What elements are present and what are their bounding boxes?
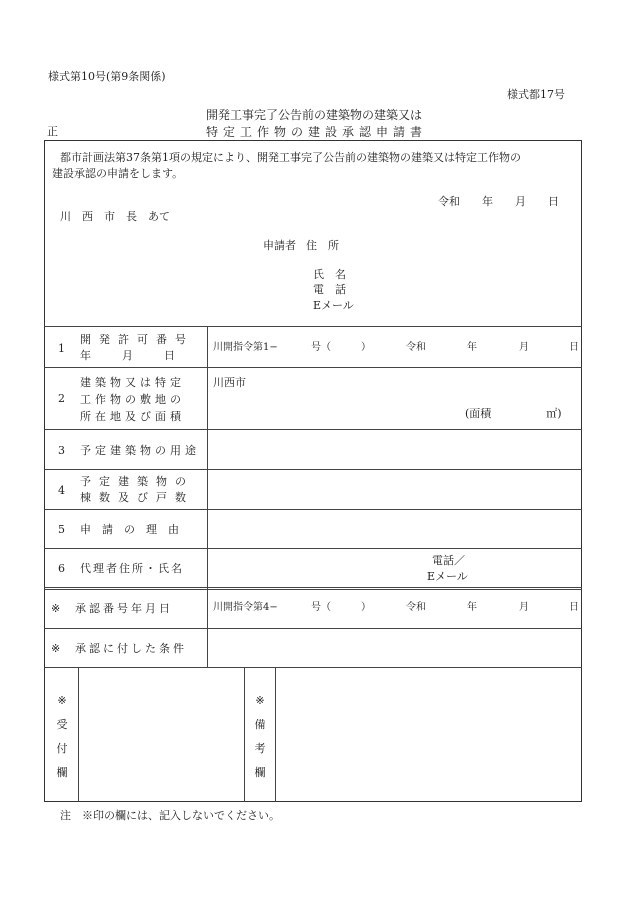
row-number: 6 bbox=[58, 562, 65, 575]
row-label: 棟数及び戸数 bbox=[80, 491, 194, 504]
permit-number: 号（ ） bbox=[311, 342, 371, 353]
phone-label: 電 話 bbox=[313, 283, 346, 296]
year-label: 年 bbox=[467, 342, 477, 353]
reception-column bbox=[55, 689, 69, 785]
month-label: 月 bbox=[519, 342, 529, 353]
row-label: 年 月 日 bbox=[80, 349, 178, 362]
remarks-column bbox=[253, 689, 267, 785]
official-use-mark: ※ bbox=[51, 642, 61, 655]
form-number: 様式第10号(第9条関係) bbox=[48, 70, 166, 83]
application-date: 令和 年 月 日 bbox=[438, 195, 559, 208]
row-label-line: 建築物又は特定 bbox=[80, 376, 185, 389]
agent-email-label: Eメール bbox=[427, 570, 468, 583]
site-area: (面積 ㎡) bbox=[465, 407, 562, 420]
row-divider bbox=[44, 367, 582, 368]
remarks-char: 欄 bbox=[254, 766, 266, 779]
row-label-line: 所在地及び面積 bbox=[80, 410, 185, 424]
site-city: 川西市 bbox=[213, 376, 246, 389]
row-divider bbox=[44, 469, 582, 470]
row-divider bbox=[44, 509, 582, 510]
row-label-line: 工作物の敷地の bbox=[80, 393, 185, 407]
approval-number: 号（ ） bbox=[311, 602, 371, 613]
title-line-1: 開発工事完了公告前の建築物の建築又は bbox=[206, 108, 423, 122]
addressee: 川 西 市 長 あて bbox=[60, 210, 170, 223]
agent-phone-label: 電話／ bbox=[432, 554, 465, 567]
double-divider bbox=[44, 587, 582, 590]
row-number: 2 bbox=[58, 392, 65, 405]
era: 令和 bbox=[406, 342, 426, 353]
row-divider bbox=[44, 667, 582, 668]
row-label: 申 請 の 理 由 bbox=[80, 523, 179, 536]
day-label: 日 bbox=[569, 602, 579, 613]
copy-mark: 正 bbox=[47, 125, 58, 138]
row-number: 5 bbox=[58, 523, 65, 536]
row-number: 1 bbox=[58, 342, 65, 355]
remarks-divider-left bbox=[244, 667, 245, 802]
email-label: Eメール bbox=[313, 299, 354, 312]
remarks-char: 備 bbox=[254, 718, 266, 731]
name-label: 氏 名 bbox=[313, 268, 346, 281]
remarks-char: 考 bbox=[254, 742, 266, 755]
row-label bbox=[80, 374, 185, 425]
row-divider bbox=[44, 548, 582, 549]
remarks-divider-right bbox=[275, 667, 276, 802]
title-line-2: 特定工作物の建設承認申請書 bbox=[206, 125, 428, 139]
permit-prefix: 川開指令第1− bbox=[213, 342, 278, 353]
applicant-label: 申請者 bbox=[263, 239, 296, 252]
day-label: 日 bbox=[569, 342, 579, 353]
row-label: 代理者住所・氏名 bbox=[80, 562, 184, 575]
label-column-divider bbox=[207, 326, 208, 667]
approval-prefix: 川開指令第4− bbox=[213, 602, 278, 613]
footnote: 注 ※印の欄には、記入しないでください。 bbox=[60, 809, 280, 822]
reception-char: 付 bbox=[56, 742, 68, 755]
table-top-line bbox=[44, 326, 582, 327]
address-label: 住 所 bbox=[306, 239, 339, 252]
row-label: 開発許可番号 bbox=[80, 333, 194, 346]
row-label: 予定建築物の bbox=[80, 475, 194, 488]
reception-char: 受 bbox=[56, 718, 68, 731]
row-divider bbox=[44, 429, 582, 430]
conditions-label: 承認に付した条件 bbox=[75, 642, 187, 655]
month-label: 月 bbox=[519, 602, 529, 613]
city-form-number: 様式都17号 bbox=[507, 88, 565, 101]
reception-mark: ※ bbox=[57, 694, 67, 707]
year-label: 年 bbox=[467, 602, 477, 613]
row-number: 3 bbox=[58, 444, 65, 457]
approval-date-label: 承認番号年月日 bbox=[75, 602, 173, 615]
reception-char: 欄 bbox=[56, 766, 68, 779]
reception-divider bbox=[78, 667, 79, 802]
remarks-mark: ※ bbox=[255, 694, 265, 707]
row-label: 予定建築物の用途 bbox=[80, 444, 200, 457]
intro-line-2: 建設承認の申請をします。 bbox=[52, 167, 184, 180]
row-divider bbox=[44, 628, 582, 629]
era: 令和 bbox=[406, 602, 426, 613]
official-use-mark: ※ bbox=[51, 602, 61, 615]
intro-line-1: 都市計画法第37条第1項の規定により、開発工事完了公告前の建築物の建築又は特定工作物の bbox=[60, 151, 521, 164]
row-number: 4 bbox=[58, 484, 65, 497]
